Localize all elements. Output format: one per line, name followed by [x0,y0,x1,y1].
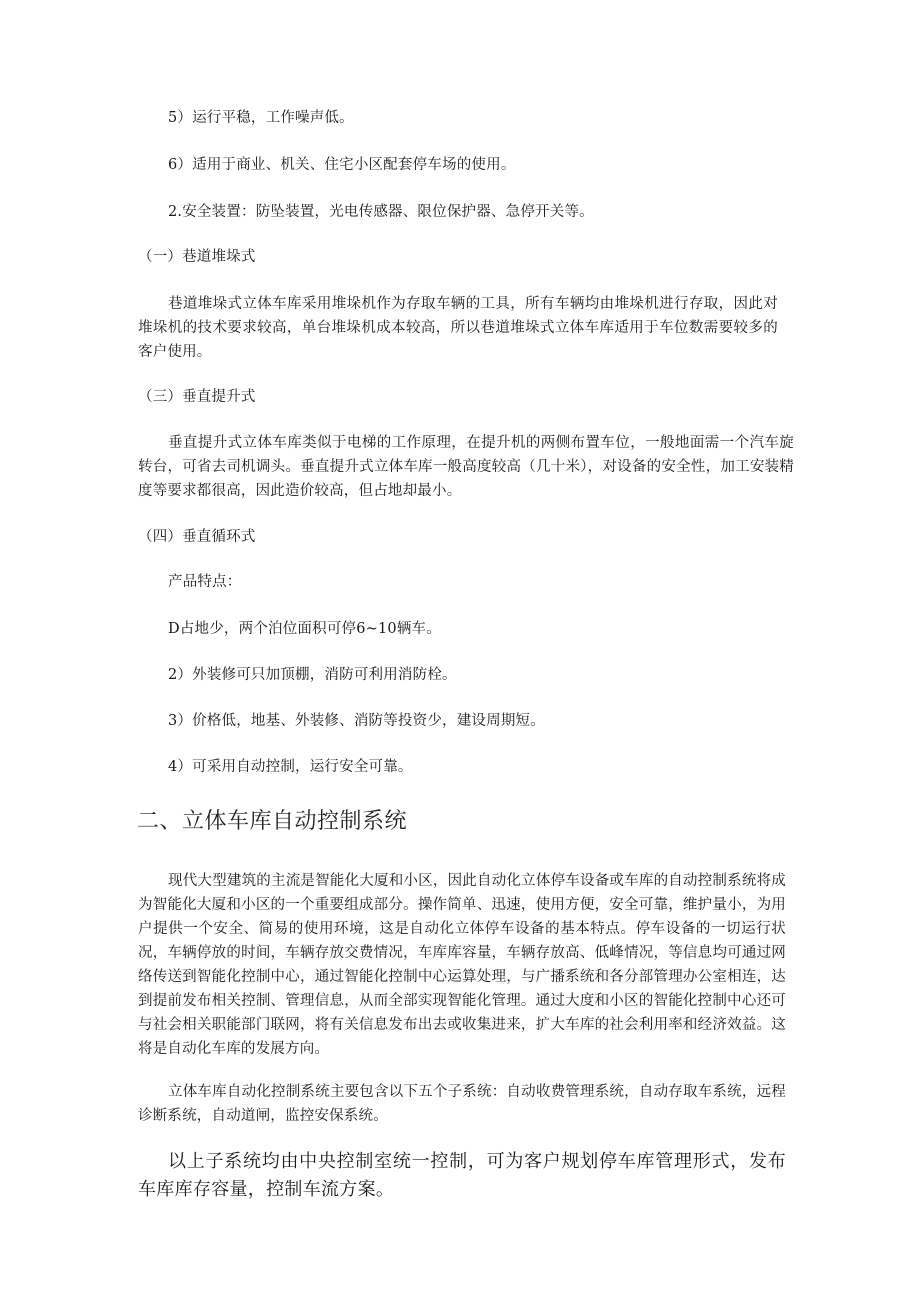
safety-devices-item: 2.安全装置：防坠装置，光电传感器、限位保护器、急停开关等。 [168,204,594,220]
section-body-alley-stacker: 巷道堆垛式立体车库采用堆垛机作为存取车辆的工具，所有车辆均由堆垛机进行存取，因此对堆垛机的技术要求较高，单台堆垛机成本较高，所以巷道堆垛式立体车库适用于车位数需要较多的客户使用。 [138,296,778,360]
feature-item-1: D占地少，两个泊位面积可停6~10辆车。 [168,621,441,637]
list-item-6: 6）适用于商业、机关、住宅小区配套停车场的使用。 [168,157,516,173]
feature-item-4: 4）可采用自动控制，运行安全可靠。 [168,759,413,775]
chapter-paragraph-3: 以上子系统均由中央控制室统一控制，可为客户规划停车库管理形式，发布车库库存容量，控制车流方案。 [138,1151,786,1200]
chapter-paragraph-1: 现代大型建筑的主流是智能化大厦和小区，因此自动化立体停车设备或车库的自动控制系统将成为智能化大厦和小区的一个重要组成部分。操作简单、迅速，使用方便，安全可靠，维护量小，为用户提供一个安全、简易的使用环境，这是自动化立体停车设备的基本特点。停车设备的一切运行状况，车辆停放的时间，车辆存放交费情况，车库库容量，车辆存放高、低峰情况，等信息均可通过网络传送到智能化控制中心，通过智能化控制中心运算处理，与广播系统和各分部管理办公室相连，达到提前发布相关控制、管理信息，从而全部实现智能化管理。通过大度和小区的智能化控制中心还可与社会相关职能部门联网，将有关信息发布出去或收集进来，扩大车库的社会利用率和经济效益。这将是自动化车库的发展方向。 [138,873,786,1057]
feature-item-2: 2）外装修可只加顶棚，消防可利用消防栓。 [168,667,457,683]
feature-item-3: 3）价格低，地基、外装修、消防等投资少，建设周期短。 [168,713,545,729]
chapter-paragraph-2: 立体车库自动化控制系统主要包含以下五个子系统：自动收费管理系统，自动存取车系统，远程诊断系统，自动道闸，监控安保系统。 [138,1084,786,1124]
features-label: 产品特点： [168,574,242,590]
chapter-heading-auto-control: 二、立体车库自动控制系统 [137,809,408,834]
section-title-vertical-cycle: （四）垂直循环式 [138,529,256,545]
section-title-alley-stacker: （一）巷道堆垛式 [138,249,256,265]
section-body-vertical-lift: 垂直提升式立体车库类似于电梯的工作原理，在提升机的两侧布置车位，一般地面需一个汽车旋转台，可省去司机调头。垂直提升式立体车库一般高度较高（几十米），对设备的安全性，加工安装精度等要求都很高，因此造价较高，但占地却最小。 [138,435,794,499]
list-item-5: 5）运行平稳，工作噪声低。 [168,110,354,126]
section-title-vertical-lift: （三）垂直提升式 [138,389,256,405]
